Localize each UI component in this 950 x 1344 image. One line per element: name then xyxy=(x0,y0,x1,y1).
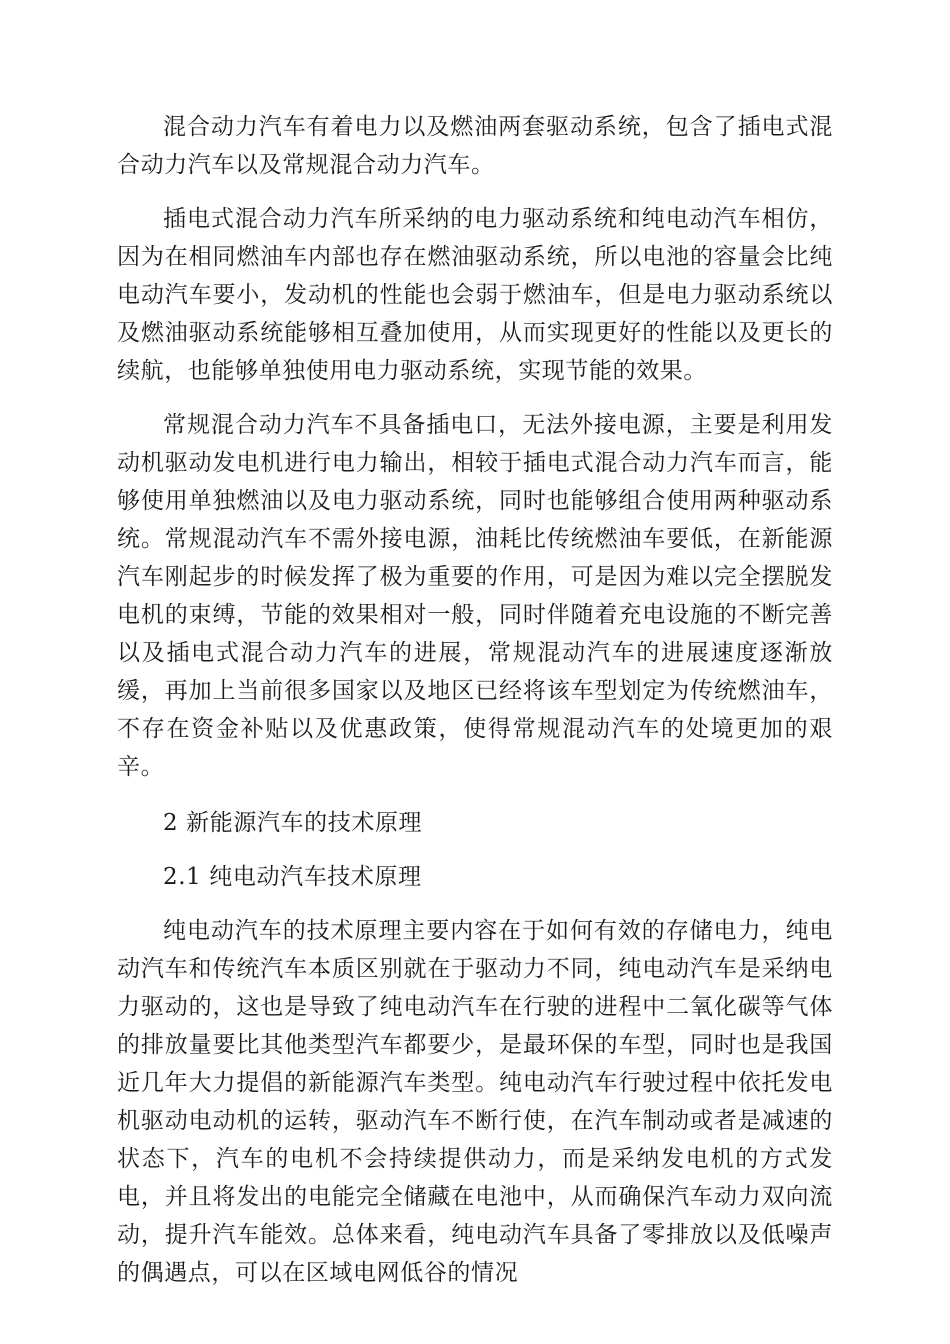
section-heading: 2 新能源汽车的技术原理 xyxy=(163,810,423,836)
paragraph-pure-electric: 纯电动汽车的技术原理主要内容在于如何有效的存储电力，纯电动汽车和传统汽车本质区别就在于驱动力不同，纯电动汽车是采纳电力驱动的，这也是导致了纯电动汽车在行驶的进程中二氧化碳等气体的排放量要比其他类型汽车都要少，是最环保的车型，同时也是我国近几年大力提倡的新能源汽车类型。纯电动汽车行驶过程中依托发电机驱动电动机的运转，驱动汽车不断行使，在汽车制动或者是减速的状态下，汽车的电机不会持续提供动力，而是采纳发电机的方式发电，并且将发出的电能完全储藏在电池中，从而确保汽车动力双向流动，提升汽车能效。总体来看，纯电动汽车具备了零排放以及低噪声的偶遇点，可以在区域电网低谷的情况 xyxy=(117,918,833,1286)
paragraph-plug-in-hybrid: 插电式混合动力汽车所采纳的电力驱动系统和纯电动汽车相仿，因为在相同燃油车内部也存在燃油驱动系统，所以电池的容量会比纯电动汽车要小，发动机的性能也会弱于燃油车，但是电力驱动系统以及燃油驱动系统能够相互叠加使用，从而实现更好的性能以及更长的续航，也能够单独使用电力驱动系统，实现节能的效果。 xyxy=(117,206,833,384)
document-body xyxy=(117,108,833,1309)
paragraph-conventional-hybrid: 常规混合动力汽车不具备插电口，无法外接电源，主要是利用发动机驱动发电机进行电力输出，相较于插电式混合动力汽车而言，能够使用单独燃油以及电力驱动系统，同时也能够组合使用两种驱动系统。常规混动汽车不需外接电源，油耗比传统燃油车要低，在新能源汽车刚起步的时候发挥了极为重要的作用，可是因为难以完全摆脱发电机的束缚，节能的效果相对一般，同时伴随着充电设施的不断完善以及插电式混合动力汽车的进展，常规混动汽车的进展速度逐渐放缓，再加上当前很多国家以及地区已经将该车型划定为传统燃油车，不存在资金补贴以及优惠政策，使得常规混动汽车的处境更加的艰辛。 xyxy=(117,412,833,780)
paragraph-hybrid-overview: 混合动力汽车有着电力以及燃油两套驱动系统，包含了插电式混合动力汽车以及常规混合动力汽车。 xyxy=(117,114,833,178)
subsection-heading: 2.1 纯电动汽车技术原理 xyxy=(163,864,422,890)
